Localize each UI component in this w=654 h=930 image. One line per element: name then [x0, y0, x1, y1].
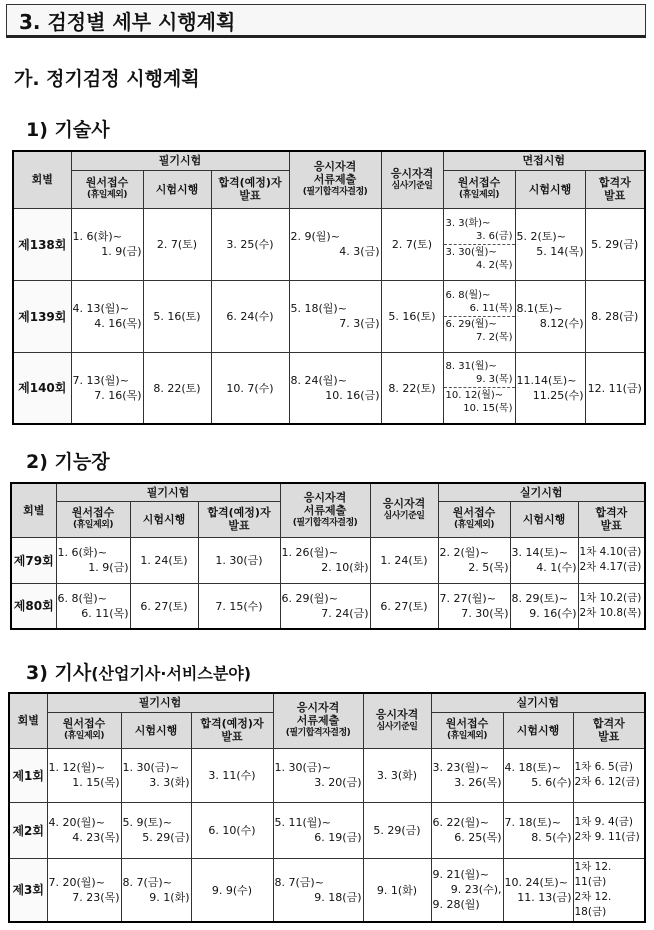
- docs-period: 8. 7(금)~ 9. 18(금): [273, 858, 363, 922]
- exam-date: 8. 22(토): [143, 352, 211, 424]
- application-period: 7. 20(월)~ 7. 23(목): [47, 858, 121, 922]
- result-date: 9. 9(수): [191, 858, 273, 922]
- table-row: [13, 352, 645, 424]
- schedule-table-professional-engineer: [12, 150, 646, 425]
- header-docs: 응시자격 서류제출 (필기합격자결정): [289, 151, 381, 208]
- header-practical-application: 원서접수 (휴일제외): [431, 712, 503, 748]
- docs-period: 2. 9(월)~ 4. 3(금): [289, 208, 381, 280]
- result-date: 6. 10(수): [191, 802, 273, 858]
- practical-exam-period: 8.1(토)~ 8.12(수): [515, 280, 585, 352]
- practical-application-period: 9. 21(월)~ 9. 23(수), 9. 28(월): [431, 858, 503, 922]
- practical-application-period: 6. 8(월)~ 6. 11(목) 6. 29(월)~ 7. 2(목): [443, 280, 515, 352]
- header-result: 합격(예정)자 발표: [211, 170, 289, 208]
- docs-period: 5. 11(월)~ 6. 19(금): [273, 802, 363, 858]
- header-practical-result: 합격자 발표: [578, 501, 645, 537]
- round-label: 제139회: [13, 280, 71, 352]
- docs-period: 6. 29(월)~ 7. 24(금): [280, 583, 370, 629]
- header-docs: 응시자격 서류제출 (필기합격자결정): [273, 693, 363, 748]
- practical-result-dates: 1차 12. 11(금) 2차 12. 18(금): [573, 858, 645, 922]
- application-period: 4. 13(월)~ 4. 16(목): [71, 280, 143, 352]
- docs-period: 5. 18(월)~ 7. 3(금): [289, 280, 381, 352]
- header-practical-group: 실기시험: [438, 483, 645, 501]
- header-practical-group: 면접시험: [443, 151, 645, 170]
- table-row: [9, 748, 645, 802]
- practical-application-period: 3. 23(월)~ 3. 26(목): [431, 748, 503, 802]
- review-date: 5. 29(금): [363, 802, 431, 858]
- header-exam: 시험시행: [130, 501, 198, 537]
- header-exam: 시험시행: [121, 712, 191, 748]
- exam-date: 2. 7(토): [143, 208, 211, 280]
- review-date: 6. 27(토): [370, 583, 438, 629]
- header-practical-exam: 시험시행: [510, 501, 578, 537]
- table-row: [11, 537, 645, 583]
- result-date: 7. 15(수): [198, 583, 280, 629]
- table-row: [13, 280, 645, 352]
- header-written-group: 필기시험: [47, 693, 273, 712]
- practical-application-period: 6. 22(월)~ 6. 25(목): [431, 802, 503, 858]
- practical-exam-period: 3. 14(토)~ 4. 1(수): [510, 537, 578, 583]
- exam-period: 5. 9(토)~ 5. 29(금): [121, 802, 191, 858]
- practical-result-date: 5. 29(금): [585, 208, 645, 280]
- header-application: 원서접수 (휴일제외): [47, 712, 121, 748]
- practical-application-period: 7. 27(월)~ 7. 30(목): [438, 583, 510, 629]
- header-written-group: 필기시험: [71, 151, 289, 170]
- docs-period: 1. 30(금)~ 3. 20(금): [273, 748, 363, 802]
- exam-date: 5. 16(토): [143, 280, 211, 352]
- header-practical-exam: 시험시행: [515, 170, 585, 208]
- review-date: 9. 1(화): [363, 858, 431, 922]
- result-date: 3. 25(수): [211, 208, 289, 280]
- practical-exam-period: 11.14(토)~ 11.25(수): [515, 352, 585, 424]
- practical-result-date: 12. 11(금): [585, 352, 645, 424]
- review-date: 3. 3(화): [363, 748, 431, 802]
- header-practical-group: 실기시험: [431, 693, 645, 712]
- header-docs: 응시자격 서류제출 (필기합격자결정): [280, 483, 370, 537]
- docs-period: 8. 24(월)~ 10. 16(금): [289, 352, 381, 424]
- review-date: 5. 16(토): [381, 280, 443, 352]
- review-date: 1. 24(토): [370, 537, 438, 583]
- header-review-date: 응시자격 심사기준일: [370, 483, 438, 537]
- practical-result-dates: 1차 10.2(금) 2차 10.8(목): [578, 583, 645, 629]
- practical-exam-period: 5. 2(토)~ 5. 14(목): [515, 208, 585, 280]
- header-round: 회별: [11, 483, 56, 537]
- header-exam: 시험시행: [143, 170, 211, 208]
- application-period: 1. 6(화)~ 1. 9(금): [56, 537, 130, 583]
- exam-period: 8. 7(금)~ 9. 1(화): [121, 858, 191, 922]
- section-subtitle: 가. 정기검정 시행계획: [14, 68, 200, 90]
- practical-exam-period: 4. 18(토)~ 5. 6(수): [503, 748, 573, 802]
- table-row: [13, 208, 645, 280]
- docs-period: 1. 26(월)~ 2. 10(화): [280, 537, 370, 583]
- practical-application-period: 3. 3(화)~ 3. 6(금) 3. 30(월)~ 4. 2(목): [443, 208, 515, 280]
- table-row: [11, 583, 645, 629]
- practical-application-period: 8. 31(월)~ 9. 3(목) 10. 12(월)~ 10. 15(목): [443, 352, 515, 424]
- practical-result-dates: 1차 9. 4(금) 2차 9. 11(금): [573, 802, 645, 858]
- header-round: 회별: [9, 693, 47, 748]
- practical-exam-period: 10. 24(토)~ 11. 13(금): [503, 858, 573, 922]
- result-date: 6. 24(수): [211, 280, 289, 352]
- exam-date: 1. 24(토): [130, 537, 198, 583]
- header-review-date: 응시자격 심사기준일: [363, 693, 431, 748]
- practical-application-period: 2. 2(월)~ 2. 5(목): [438, 537, 510, 583]
- practical-exam-period: 7. 18(토)~ 8. 5(수): [503, 802, 573, 858]
- practical-exam-period: 8. 29(토)~ 9. 16(수): [510, 583, 578, 629]
- practical-result-date: 8. 28(금): [585, 280, 645, 352]
- round-label: 제140회: [13, 352, 71, 424]
- review-date: 8. 22(토): [381, 352, 443, 424]
- round-label: 제1회: [9, 748, 47, 802]
- practical-result-dates: 1차 6. 5(금) 2차 6. 12(금): [573, 748, 645, 802]
- review-date: 2. 7(토): [381, 208, 443, 280]
- round-label: 제138회: [13, 208, 71, 280]
- header-practical-exam: 시험시행: [503, 712, 573, 748]
- header-practical-application: 원서접수 (휴일제외): [438, 501, 510, 537]
- table-row: [9, 802, 645, 858]
- header-application: 원서접수 (휴일제외): [56, 501, 130, 537]
- section-heading-professional-engineer: 1) 기술사: [26, 119, 110, 141]
- section-heading-master-craftsman: 2) 기능장: [26, 451, 110, 473]
- header-review-date: 응시자격 심사기준일: [381, 151, 443, 208]
- round-label: 제79회: [11, 537, 56, 583]
- round-label: 제2회: [9, 802, 47, 858]
- header-round: 회별: [13, 151, 71, 208]
- application-period: 7. 13(월)~ 7. 16(목): [71, 352, 143, 424]
- header-practical-application: 원서접수 (휴일제외): [443, 170, 515, 208]
- application-period: 6. 8(월)~ 6. 11(목): [56, 583, 130, 629]
- round-label: 제80회: [11, 583, 56, 629]
- application-period: 1. 12(월)~ 1. 15(목): [47, 748, 121, 802]
- application-period: 1. 6(화)~ 1. 9(금): [71, 208, 143, 280]
- table-row: [9, 858, 645, 922]
- schedule-table-master-craftsman: [10, 482, 646, 630]
- header-practical-result: 합격자 발표: [585, 170, 645, 208]
- schedule-table-engineer: [8, 692, 646, 923]
- header-result: 합격(예정)자 발표: [198, 501, 280, 537]
- exam-period: 1. 30(금)~ 3. 3(화): [121, 748, 191, 802]
- section-heading-engineer: 3) 기사(산업기사·서비스분야): [26, 662, 252, 684]
- result-date: 3. 11(수): [191, 748, 273, 802]
- header-result: 합격(예정)자 발표: [191, 712, 273, 748]
- header-written-group: 필기시험: [56, 483, 280, 501]
- header-practical-result: 합격자 발표: [573, 712, 645, 748]
- result-date: 1. 30(금): [198, 537, 280, 583]
- page-title: 3. 검정별 세부 시행계획: [6, 4, 646, 38]
- practical-result-dates: 1차 4.10(금) 2차 4.17(금): [578, 537, 645, 583]
- round-label: 제3회: [9, 858, 47, 922]
- result-date: 10. 7(수): [211, 352, 289, 424]
- exam-date: 6. 27(토): [130, 583, 198, 629]
- header-application: 원서접수 (휴일제외): [71, 170, 143, 208]
- application-period: 4. 20(월)~ 4. 23(목): [47, 802, 121, 858]
